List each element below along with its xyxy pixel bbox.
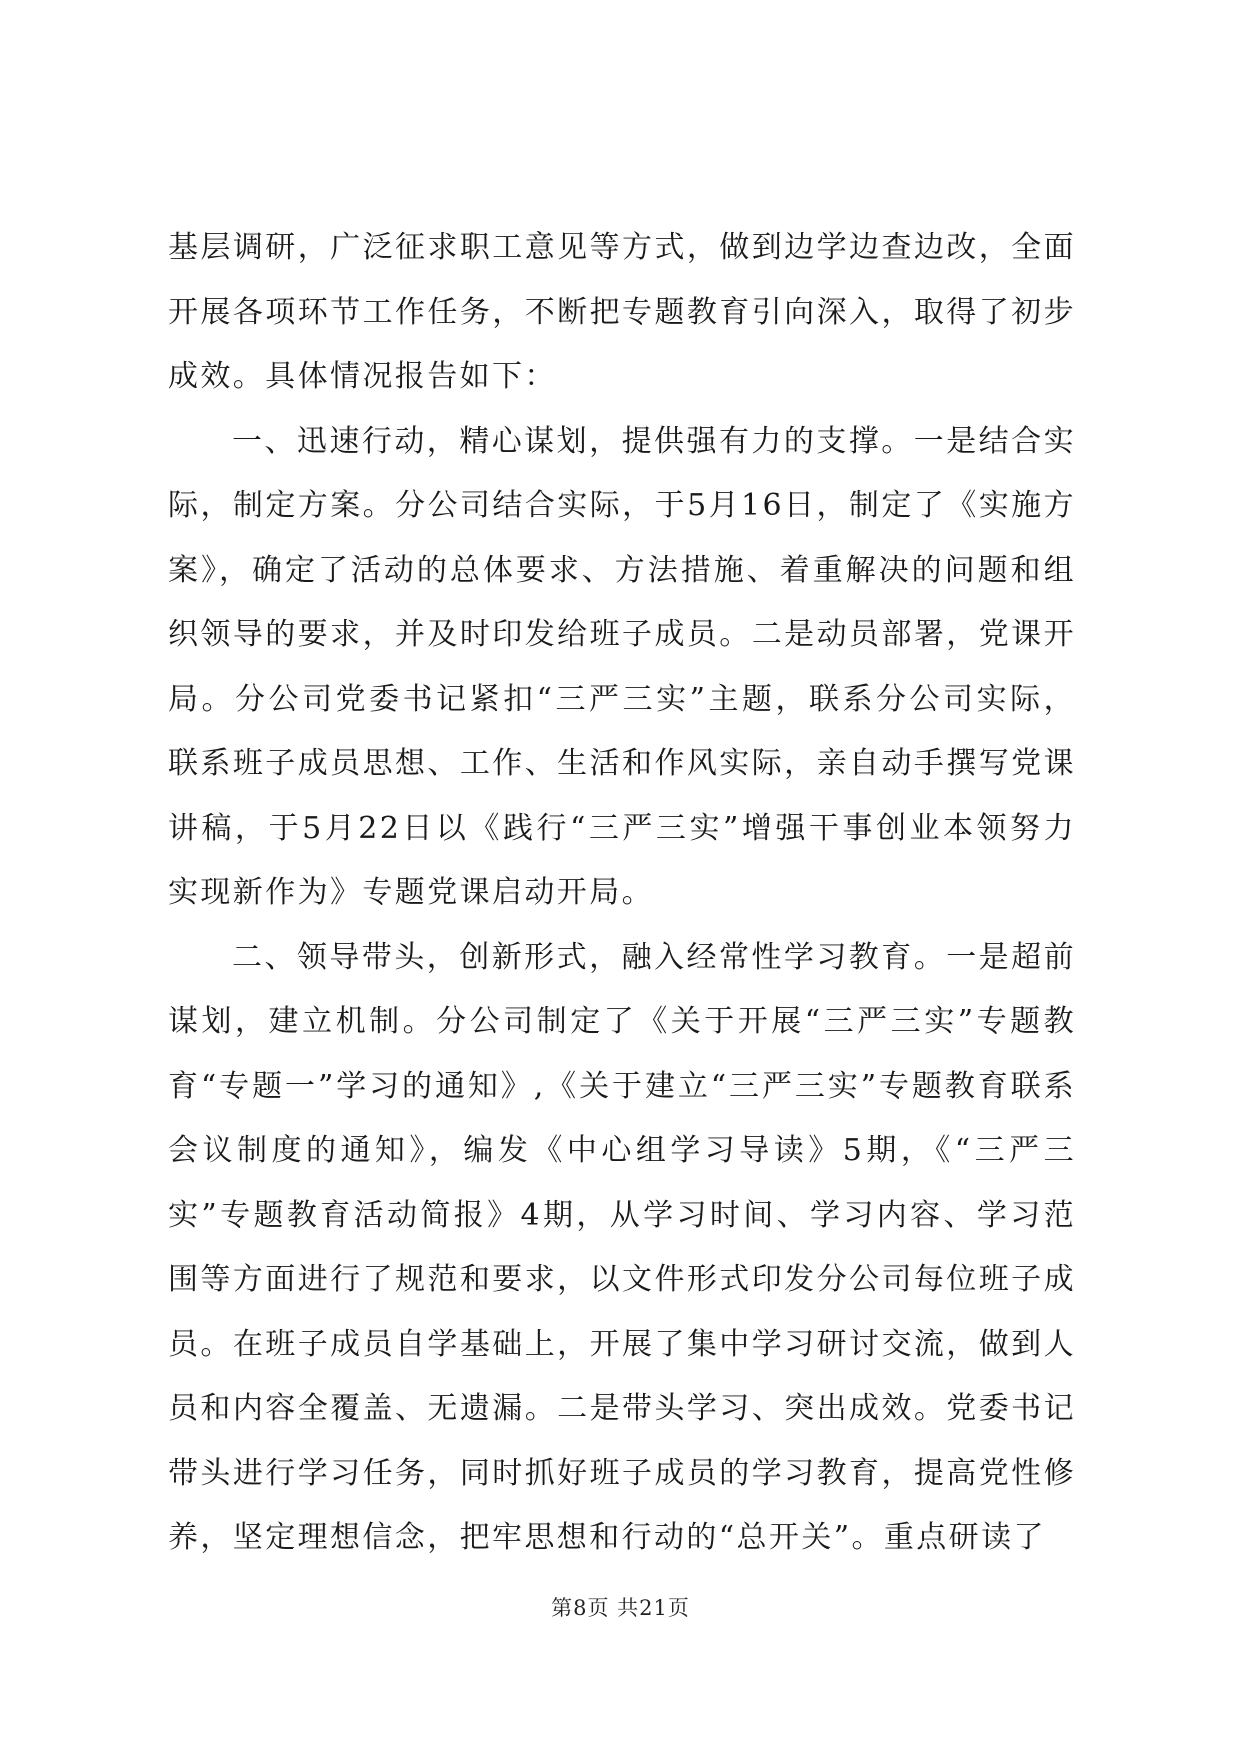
- body-paragraph-section-one: 一、迅速行动，精心谋划，提供强有力的支撑。一是结合实际，制定方案。分公司结合实际，于5月16日，制定了《实施方案》，确定了活动的总体要求、方法措施、着重解决的问题和组织领导的要求，并及时印发给班子成员。二是动员部署，党课开局。分公司党委书记紧扣“三严三实”主题，联系分公司实际，联系班子成员思想、工作、生活和作风实际，亲自动手撰写党课讲稿，于5月22日以《践行“三严三实”增强干事创业本领努力实现新作为》专题党课启动开局。: [168, 423, 1076, 910]
- body-paragraph-section-two: 二、领导带头，创新形式，融入经常性学习教育。一是超前谋划，建立机制。分公司制定了《关于开展“三严三实”专题教育“专题一”学习的通知》,《关于建立“三严三实”专题教育联系会议制度的通知》，编发《中心组学习导读》5期，《“三严三实”专题教育活动简报》4期，从学习时间、学习内容、学习范围等方面进行了规范和要求，以文件形式印发分公司每位班子成员。在班子成员自学基础上，开展了集中学习研讨交流，做到人员和内容全覆盖、无遗漏。二是带头学习、突出成效。党委书记带头进行学习任务，同时抓好班子成员的学习教育，提高党性修养，坚定理想信念，把牢思想和行动的“总开关”。重点研读了: [168, 939, 1076, 1555]
- document-body: [168, 216, 1076, 1571]
- body-paragraph-continued: 基层调研，广泛征求职工意见等方式，做到边学边查边改，全面开展各项环节工作任务，不断把专题教育引向深入，取得了初步成效。具体情况报告如下：: [168, 230, 1076, 394]
- page-footer-number: 第8页 共21页: [551, 1596, 690, 1620]
